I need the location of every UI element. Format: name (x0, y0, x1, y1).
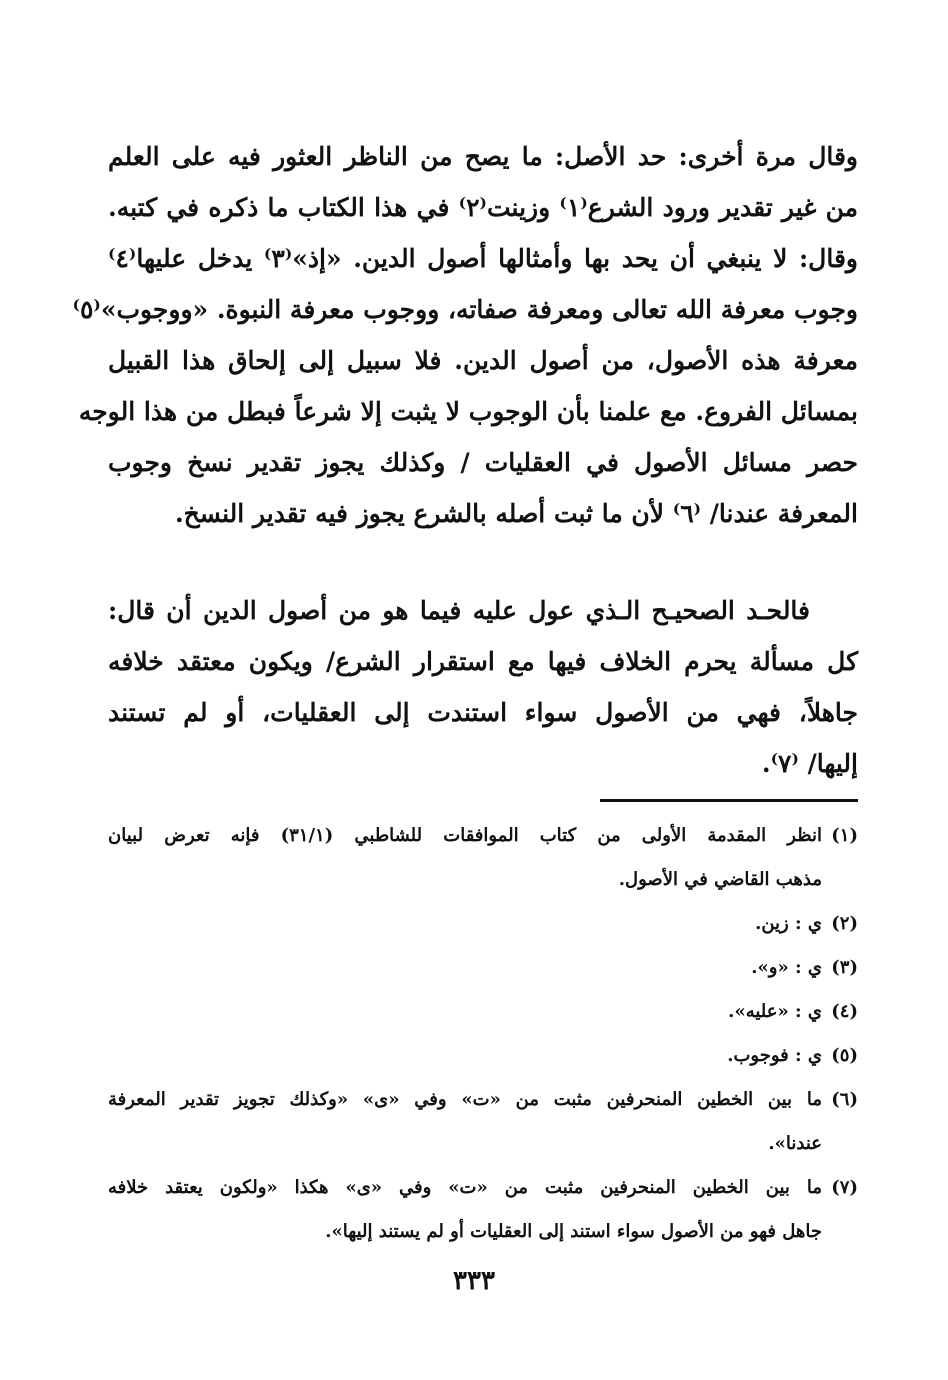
footnote-6 (108, 1078, 858, 1166)
footnote-number: (٣) (831, 957, 858, 978)
body-line: كل مسألة يحرم الخلاف فيها مع استقرار الشرع/ ويكون معتقد خلافه (108, 647, 858, 676)
footnote-line: ي : «عليه». (728, 1001, 822, 1022)
footnote-line: عندنا». (768, 1133, 822, 1154)
footnote-number: (٤) (831, 1001, 858, 1022)
footnote-line: انظر المقدمة الأولى من كتاب الموافقات للشاطبي (٣١/١) فإنه تعرض لبيان (108, 825, 822, 846)
body-line: المعرفة عندنا/ ⁽٦⁾ لأن ما ثبت أصله بالشرع يجوز فيه تقدير النسخ. (174, 499, 858, 528)
footnote-1 (108, 814, 858, 902)
footnote-number: (٥) (831, 1045, 858, 1066)
footnote-2 (108, 902, 858, 946)
footnote-line: جاهل فهو من الأصول سواء استند إلى العقليات أو لم يستند إليها». (325, 1221, 822, 1242)
body-line: من غير تقدير ورود الشرع⁽١⁾ وزينت⁽٢⁾ في هذا الكتاب ما ذكره في كتبه. (108, 193, 859, 222)
body-line: فالحـد الصحيـح الـذي عول عليه فيما هو من أصول الدين أن قال: (108, 596, 810, 625)
footnote-7 (108, 1166, 858, 1254)
body-line: معرفة هذه الأصول، من أصول الدين. فلا سبيل إلى إلحاق هذا القبيل (108, 346, 858, 375)
footnotes (108, 814, 858, 1254)
footnote-number: (٢) (831, 913, 858, 934)
footnote-separator (600, 799, 858, 802)
footnote-line: ما بين الخطين المنحرفين مثبت من «ت» وفي «ى» «وكذلك تجويز تقدير المعرفة (108, 1089, 822, 1110)
body-paragraph-1 (72, 131, 859, 539)
footnote-number: (١) (831, 825, 858, 846)
footnote-line: ما بين الخطين المنحرفين مثبت من «ت» وفي «ى» هكذا «ولكون يعتقد خلافه (108, 1177, 822, 1198)
body-line: حصر مسائل الأصول في العقليات / وكذلك يجوز تقدير نسخ وجوب (108, 448, 858, 477)
footnote-number: (٧) (831, 1177, 858, 1198)
body-line: وجوب معرفة الله تعالى ومعرفة صفاته، ووجوب معرفة النبوة. «ووجوب»⁽٥⁾ (72, 295, 858, 324)
body-line: وقال مرة أخرى: حد الأصل: ما يصح من الناظر العثور فيه على العلم (108, 142, 858, 171)
footnote-number: (٦) (831, 1089, 858, 1110)
body-line: بمسائل الفروع. مع علمنا بأن الوجوب لا يثبت إلا شرعاً فبطل من هذا الوجه (78, 397, 858, 426)
body-line: وقال: لا ينبغي أن يحد بها وأمثالها أصول الدين. «إذ»⁽٣⁾ يدخل عليها⁽٤⁾ (108, 244, 858, 273)
footnote-line: ي : زين. (755, 913, 822, 934)
footnote-5 (108, 1034, 858, 1078)
footnote-line: ي : «و». (751, 957, 822, 978)
body-paragraph-2 (108, 585, 858, 789)
body-line: جاهلاً، فهي من الأصول سواء استندت إلى العقليات، أو لم تستند (108, 698, 858, 727)
page-number: ٣٣٣ (453, 1266, 495, 1296)
body-line: إليها/ ⁽٧⁾. (761, 749, 858, 778)
footnote-line: ي : فوجوب. (727, 1045, 822, 1066)
footnote-3 (108, 946, 858, 990)
footnote-line: مذهب القاضي في الأصول. (618, 869, 822, 890)
footnote-4 (108, 990, 858, 1034)
